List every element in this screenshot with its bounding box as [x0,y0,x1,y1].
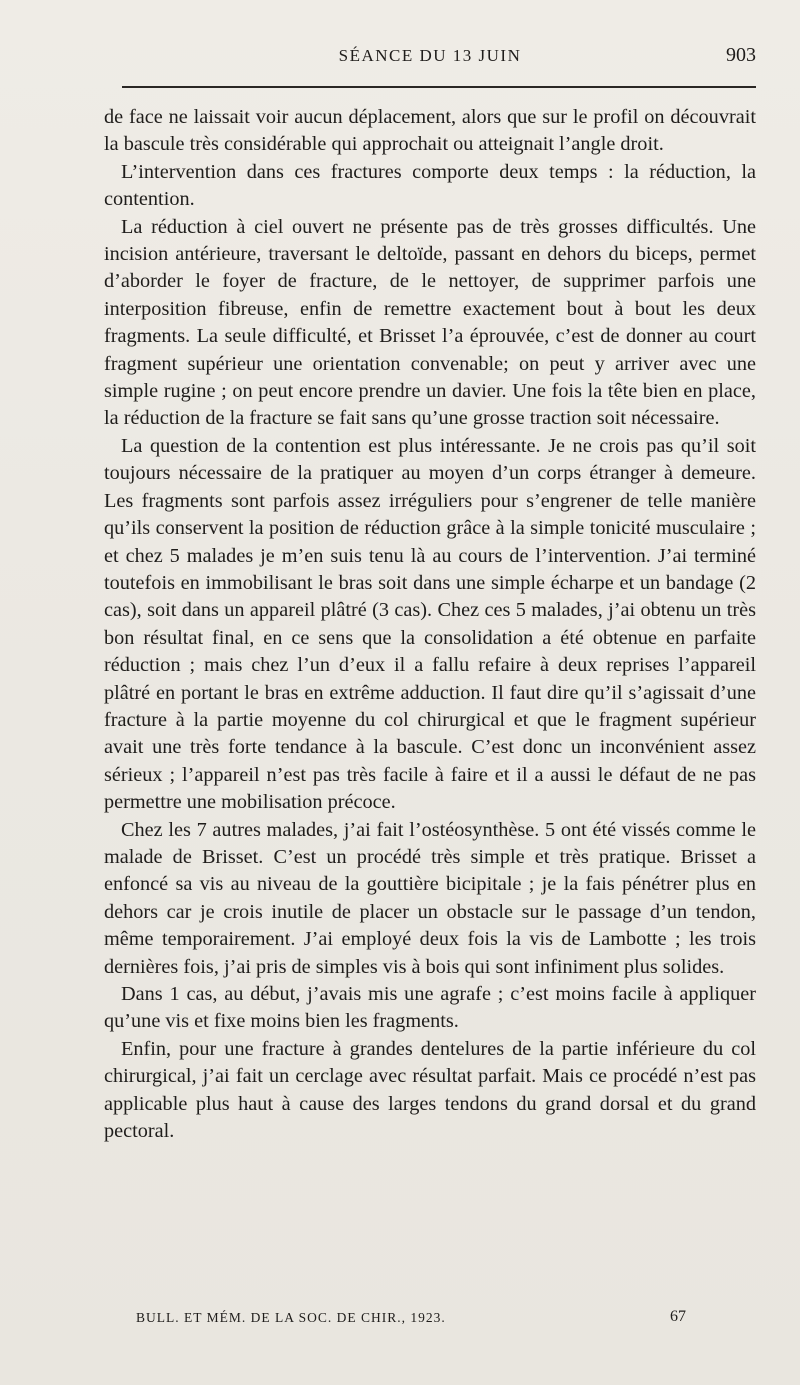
header-title: SÉANCE DU 13 JUIN [338,46,522,65]
paragraph-contention: La question de la contention est plus intéressante. Je ne crois pas qu’il soit toujours nécessaire de la pratiquer au moyen d’un corps étranger à demeure. Les fragments sont parfois assez irréguliers pour s’engrener de telle manière qu’ils conservent la position de réduction grâce à la simple tonicité musculaire ; et chez 5 malades je m’en suis tenu là au cours de l’intervention. J’ai terminé toutefois en immobilisant le bras soit dans une simple écharpe et un bandage (2 cas), soit dans un appareil plâtré (3 cas). Chez ces 5 malades, j’ai obtenu un très bon résultat final, en ce sens que la consolidation a été obtenue en parfaite réduction ; mais chez l’un d’eux il a fallu refaire à deux reprises l’appareil plâtré en portant le bras en extrême adduction. Il faut dire qu’il s’agissait d’une fracture à la partie moyenne du col chirurgical et que le fragment supérieur avait une très forte tendance à la bascule. C’est donc un inconvénient assez sérieux ; l’appareil n’est pas très facile à faire et il a aussi le défaut de ne pas permettre une mobilisation précoce. [104,434,756,814]
body-text [104,104,756,1145]
paragraph-osteosynthesis: Chez les 7 autres malades, j’ai fait l’ostéosynthèse. 5 ont été vissés comme le malade de Brisset. C’est un procédé très simple et très pratique. Brisset a enfoncé sa vis au niveau de la gouttière bicipitale ; je la fais pénétrer plus en dehors car je crois inutile de placer un obstacle sur le passage d’un tendon, même temporairement. J’ai employé deux fois la vis de Lambotte ; les trois dernières fois, j’ai pris de simples vis à bois qui sont infiniment plus solides. [104,818,756,978]
header-rule [122,86,756,88]
paragraph-reduction: La réduction à ciel ouvert ne présente pas de très grosses difficultés. Une incision antérieure, traversant le deltoïde, passant en dehors du biceps, permet d’aborder le foyer de fracture, de le nettoyer, de supprimer parfois une interposition fibreuse, enfin de remettre exactement bout à bout les deux fragments. La seule difficulté, et Brisset l’a éprouvée, c’est de donner au court fragment supérieur une orientation convenable; on peut y arriver avec une simple rugine ; on peut encore prendre un davier. Une fois la tête bien en place, la réduction de la fracture se fait sans qu’une grosse traction soit nécessaire. [104,215,756,430]
signature-mark: 67 [670,1308,686,1325]
page-number: 903 [726,44,756,66]
paragraph-continuation: de face ne laissait voir aucun déplacement, alors que sur le profil on découvrait la bascule très considérable qui approchait ou atteignait l’angle droit. [104,106,756,156]
paragraph-cerclage: Enfin, pour une fracture à grandes dentelures de la partie inférieure du col chirurgical, j’ai fait un cerclage avec résultat parfait. Mais ce procédé n’est pas applicable plus haut à cause des larges tendons du grand dorsal et du grand pectoral. [104,1037,756,1143]
paragraph-intervention: L’intervention dans ces fractures comporte deux temps : la réduction, la contention. [104,160,756,211]
running-header [104,42,756,72]
page-footer [136,1308,686,1332]
footer-source: BULL. ET MÉM. DE LA SOC. DE CHIR., 1923. [136,1310,446,1325]
paragraph-agrafe: Dans 1 cas, au début, j’avais mis une agrafe ; c’est moins facile à appliquer qu’une vis et fixe moins bien les fragments. [104,983,756,1033]
